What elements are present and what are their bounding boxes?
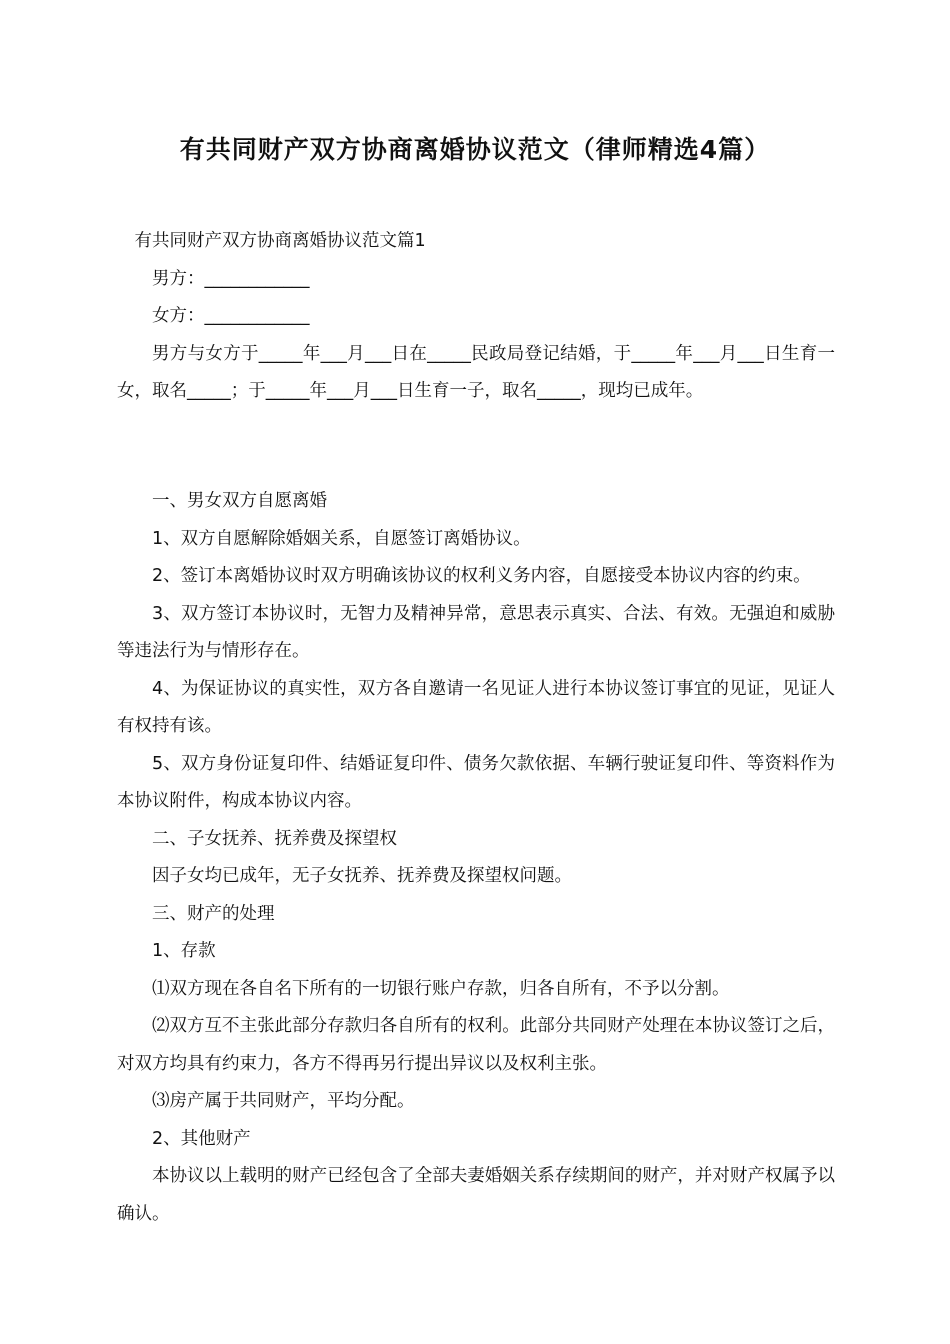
paragraph: 男方：____________: [152, 268, 310, 289]
paragraph: ⑴双方现在各自名下所有的一切银行账户存款，归各自所有，不予以分割。: [152, 978, 730, 999]
paragraph: 三、财产的处理: [152, 903, 275, 924]
document-title: 有共同财产双方协商离婚协议范文（律师精选4篇）: [179, 135, 771, 164]
paragraph: 1、存款: [152, 941, 216, 961]
section-heading: 有共同财产双方协商离婚协议范文篇1: [134, 231, 426, 251]
paragraph: 二、子女抚养、抚养费及探望权: [152, 828, 397, 849]
paragraph: 1、双方自愿解除婚姻关系，自愿签订离婚协议。: [152, 528, 531, 549]
paragraph: ⑶房产属于共同财产，平均分配。: [152, 1091, 415, 1111]
paragraph: ⑵双方互不主张此部分存款归各自所有的权利。此部分共同财产处理在本协议签订之后，对双方均具有约束力，各方不得再另行提出异议以及权利主张。: [117, 1016, 835, 1074]
document-body: [117, 223, 835, 1233]
paragraph: 一、男女双方自愿离婚: [152, 491, 327, 511]
paragraph: 因子女均已成年，无子女抚养、抚养费及探望权问题。: [152, 866, 572, 886]
paragraph: 本协议以上载明的财产已经包含了全部夫妻婚姻关系存续期间的财产，并对财产权属予以确认。: [117, 1166, 835, 1224]
paragraph: 2、签订本离婚协议时双方明确该协议的权利义务内容，自愿接受本协议内容的约束。: [152, 566, 811, 586]
paragraph: 3、双方签订本协议时，无智力及精神异常，意思表示真实、合法、有效。无强迫和威胁等违法行为与情形存在。: [117, 603, 835, 661]
paragraph: 4、为保证协议的真实性，双方各自邀请一名见证人进行本协议签订事宜的见证，见证人有权持有该。: [117, 678, 835, 736]
paragraph: 2、其他财产: [152, 1128, 251, 1149]
paragraph: 5、双方身份证复印件、结婚证复印件、债务欠款依据、车辆行驶证复印件、等资料作为本协议附件，构成本协议内容。: [117, 753, 835, 811]
blank-line: [117, 428, 835, 466]
paragraph: 女方：____________: [152, 306, 310, 326]
paragraph: 男方与女方于_____年___月___日在_____民政局登记结婚，于_____年___月___日生育一女，取名_____；于_____年___月___日生育一子，取名_____，现均已成年。: [117, 343, 835, 401]
